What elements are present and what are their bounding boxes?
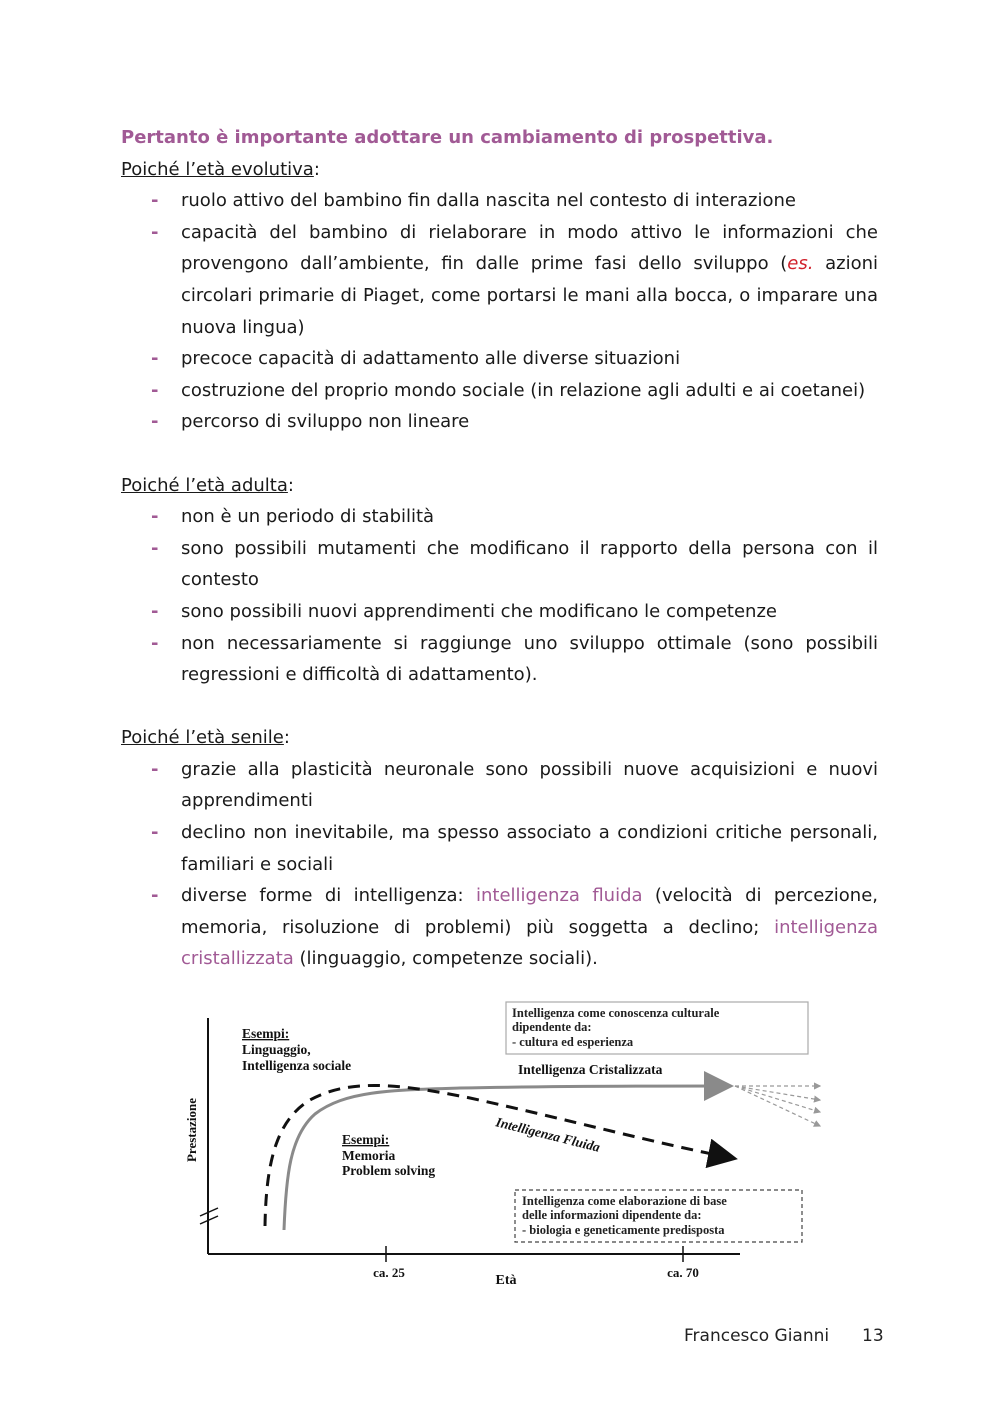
example-marker: es. [787,253,814,275]
projection-2 [735,1086,820,1100]
box-bottom-line-2: delle informazioni dipendente da: [522,1208,702,1222]
examples-crystallized-title: Esempi: [242,1026,290,1041]
bullet-list [121,754,878,975]
bullet-list [121,501,878,691]
label-fluid: Intelligenza Fluida [494,1114,602,1155]
box-top-line-1: Intelligenza come conoscenza culturale [512,1006,720,1020]
list-item [151,501,878,533]
examples-fluid-line-1: Memoria [342,1148,396,1163]
list-item [151,343,878,375]
dash-bullet: - [151,379,159,401]
footer-author: Francesco Gianni [684,1326,830,1346]
highlighted-term: intelligenza cristallizzata [181,916,878,970]
list-item-text: costruzione del proprio mondo sociale (in relazione agli adulti e ai coetanei) [181,379,866,401]
section-title: Poiché l’età adulta [121,474,288,496]
dash-bullet: - [151,348,159,370]
section-title-line [121,154,878,186]
list-item-text: (linguaggio, competenze sociali). [293,948,598,970]
projection-3 [735,1086,820,1112]
dash-bullet: - [151,822,159,844]
examples-crystallized-line-1: Linguaggio, [242,1042,311,1057]
dash-bullet: - [151,758,159,780]
list-item [151,596,878,628]
section-spacer [121,691,878,723]
list-item-text: non necessariamente si raggiunge uno sviluppo ottimale (sono possibili regressioni e difficoltà di adattamento). [181,632,878,686]
y-axis-label: Prestazione [184,1097,199,1163]
box-bottom-line-1: Intelligenza come elaborazione di base [522,1194,727,1208]
dash-bullet: - [151,632,159,654]
section-title-line [121,722,878,754]
section-title-colon: : [283,727,290,749]
list-item [151,185,878,217]
list-item-text: grazie alla plasticità neuronale sono possibili nuove acquisizioni e nuovi apprendimenti [181,758,878,812]
list-item-text: (velocità di percezione, memoria, risoluzione di problemi) più soggetta a declino; [181,885,879,938]
list-item [151,880,879,975]
examples-crystallized-line-2: Intelligenza sociale [242,1058,352,1073]
section-title-line [121,470,878,502]
list-item-text: percorso di sviluppo non lineare [181,411,470,433]
dash-bullet: - [151,506,159,528]
footer-page-number: 13 [862,1326,884,1346]
projection-4 [735,1086,820,1126]
list-item-text: sono possibili nuovi apprendimenti che modificano le competenze [181,600,777,622]
x-tick-label-25: ca. 25 [373,1265,405,1280]
x-tick-label-70: ca. 70 [667,1265,699,1280]
list-item [151,406,878,438]
label-crystallized: Intelligenza Cristalizzata [518,1062,663,1077]
dash-bullet: - [151,885,159,907]
list-item-text: ruolo attivo del bambino fin dalla nascita nel contesto di interazione [181,190,796,212]
list-item-text: sono possibili mutamenti che modificano il rapporto della persona con il contesto [181,537,878,591]
list-item [151,817,878,880]
list-item [151,533,878,596]
list-item-text: azioni circolari primarie di Piaget, come portarsi le mani alla bocca, o imparare una nuova lingua) [181,253,878,338]
list-item-text: precoce capacità di adattamento alle diverse situazioni [181,348,681,370]
list-item [151,375,878,407]
section-spacer [121,438,878,470]
examples-fluid-title: Esempi: [342,1132,390,1147]
dash-bullet: - [151,600,159,622]
section-heading: Pertanto è importante adottare un cambiamento di prospettiva. [121,127,774,148]
list-item-text: capacità del bambino di rielaborare in modo attivo le informazioni che provengono dall’ambiente, fin dalle prime fasi dello sviluppo ( [181,221,878,275]
dash-bullet: - [151,411,159,433]
box-top-line-3: - cultura ed esperienza [512,1035,634,1049]
box-top-line-2: dipendente da: [512,1020,592,1034]
section-title: Poiché l’età senile [121,727,284,749]
list-item [151,628,878,691]
section-title-colon: : [287,474,294,496]
list-item [151,754,878,817]
sections-container [121,154,878,975]
list-item [151,217,878,343]
bullet-list [121,185,878,438]
content-column [121,122,878,975]
intelligence-diagram [180,996,830,1296]
list-item-text: diverse forme di intelligenza: [181,885,477,907]
dash-bullet: - [151,221,159,243]
list-item-text: declino non inevitabile, ma spesso associato a condizioni critiche personali, familiari e sociali [181,822,878,875]
section-title: Poiché l’età evolutiva [121,158,314,180]
dash-bullet: - [151,537,159,559]
diagram-svg [180,996,830,1296]
dash-bullet: - [151,190,159,212]
section-title-colon: : [313,158,320,180]
highlighted-term: intelligenza fluida [476,885,643,907]
x-axis-label: Età [495,1273,517,1288]
list-item-text: non è un periodo di stabilità [181,506,435,528]
box-bottom-line-3: - biologia e geneticamente predisposta [522,1223,725,1237]
examples-fluid-line-2: Problem solving [342,1163,436,1178]
